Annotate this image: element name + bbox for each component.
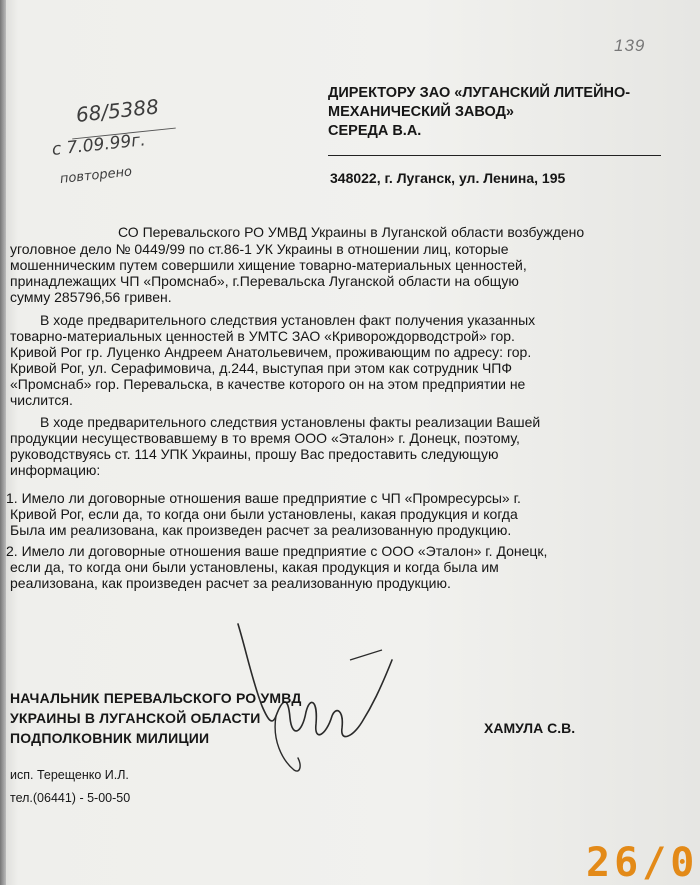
signatory-title-line: НАЧАЛЬНИК ПЕРЕВАЛЬСКОГО РО УМВД — [10, 690, 302, 706]
body-line: Кривой Рог гр. Луценко Андреем Анатольевичем, проживающим по адресу: гор. — [10, 344, 532, 360]
body-line: принадлежащих ЧП «Промснаб», г.Перевальска Луганской области на общую — [10, 273, 519, 289]
body-line: товарно-материальных ценностей в УМТС ЗАО «Криворождорводстрой» гор. — [10, 328, 515, 344]
body-line: если да, то когда они были установлены, какая продукция и когда была им — [10, 559, 499, 575]
body-line: уголовное дело № 0449/99 по ст.86-1 УК Украины в отношении лиц, которые — [10, 241, 509, 257]
body-line: руководствуясь ст. 114 УПК Украины, прошу Вас предоставить следующую — [10, 446, 499, 462]
body-line: В ходе предварительного следствия установлен факт получения указанных — [40, 312, 536, 328]
body-line: Кривой Рог, ул. Серафимовича, д.244, выступая при этом как сотрудник ЧПФ — [10, 360, 512, 376]
page-number: 139 — [614, 36, 646, 55]
phone-line: тел.(06441) - 5-00-50 — [10, 791, 131, 805]
body-line: информацию: — [10, 462, 101, 478]
executor-line: исп. Терещенко И.Л. — [10, 768, 129, 782]
body-line: Кривой Рог, если да, то когда они были установлены, какая продукция и когда — [10, 506, 518, 522]
body-line: мошенническим путем совершили хищение товарно-материальных ценностей, — [10, 257, 527, 273]
handwritten-date: с 7.09.99г. — [50, 130, 147, 160]
signature-block — [10, 688, 302, 748]
body-line: В ходе предварительного следствия установлены факты реализации Вашей — [40, 414, 541, 430]
body-line: 2. Имело ли договорные отношения ваше предприятие с ООО «Эталон» г. Донецк, — [6, 543, 548, 559]
body-line: СО Перевальского РО УМВД Украины в Луганской области возбуждено — [118, 224, 585, 240]
addressee-rule — [328, 155, 661, 156]
handwritten-note: повторено — [59, 164, 133, 187]
handwritten-reference: 68/5388 — [74, 94, 160, 127]
body-line: реализована, как произведен расчет за реализованную продукцию. — [10, 575, 451, 591]
addressee-line: МЕХАНИЧЕСКИЙ ЗАВОД» — [328, 104, 514, 120]
body-line: Была им реализована, как произведен расчет за реализованную продукцию. — [10, 522, 512, 538]
binding-shadow — [0, 0, 6, 885]
body-line: продукции несуществовавшему в то время ООО «Эталон» г. Донецк, поэтому, — [10, 430, 520, 446]
addressee-line: ДИРЕКТОРУ ЗАО «ЛУГАНСКИЙ ЛИТЕЙНО- — [328, 85, 631, 101]
body-line: 1. Имело ли договорные отношения ваше предприятие с ЧП «Промресурсы» г. — [6, 490, 521, 506]
addressee-line: СЕРЕДА В.А. — [328, 123, 422, 139]
body-line: сумму 285796,56 гривен. — [10, 289, 172, 305]
body-line: «Промснаб» гор. Перевальска, в качестве которого он на этом предприятии не — [10, 376, 526, 392]
addressee-block — [328, 84, 668, 141]
signer-name: ХАМУЛА С.В. — [484, 720, 576, 736]
addressee-address: 348022, г. Луганск, ул. Ленина, 195 — [330, 170, 566, 186]
signatory-title-line: УКРАИНЫ В ЛУГАНСКОЙ ОБЛАСТИ — [10, 710, 261, 726]
camera-date-stamp: 26/0 — [586, 840, 699, 885]
signatory-title-line: ПОДПОЛКОВНИК МИЛИЦИИ — [10, 730, 210, 746]
body-line: числится. — [10, 392, 73, 408]
